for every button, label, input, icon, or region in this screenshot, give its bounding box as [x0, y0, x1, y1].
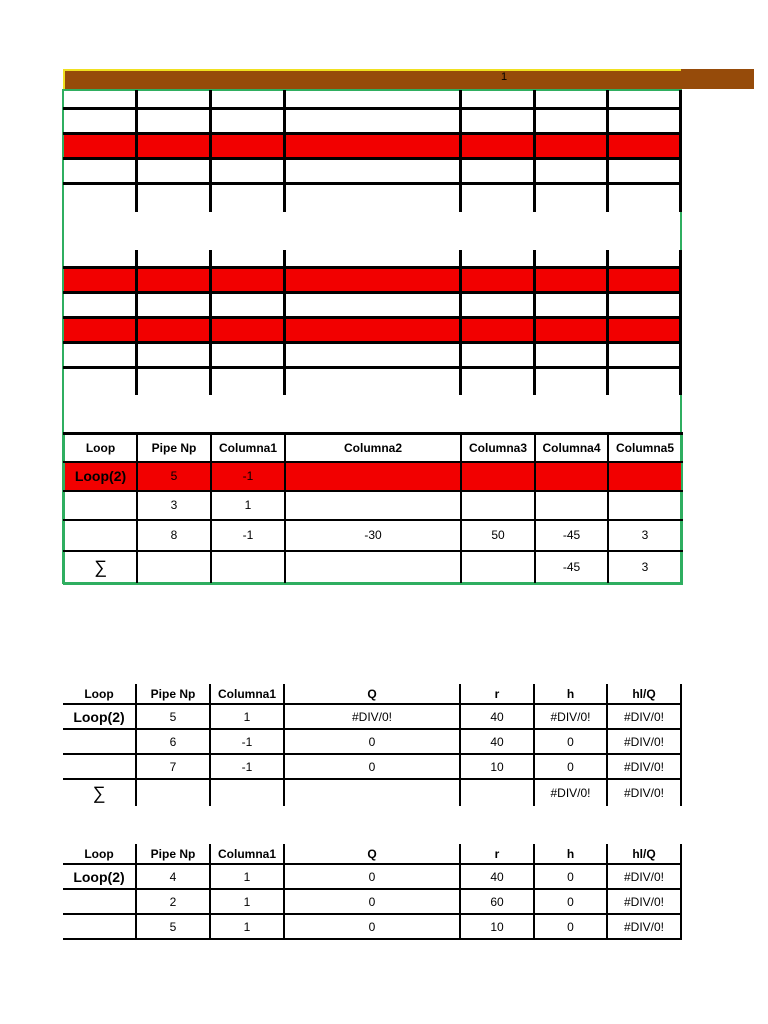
table-row [64, 551, 682, 584]
table-cell: 60 [460, 889, 534, 914]
table-cell [63, 914, 136, 939]
table-cell: Loop(2) [63, 704, 136, 729]
header-bar-label: 1 [500, 71, 508, 83]
grid-line-h [63, 291, 682, 294]
table-cell: 10 [460, 754, 534, 779]
table-cell [285, 491, 461, 520]
table-cell [460, 779, 534, 806]
grid-line-h [63, 107, 682, 110]
table-cell: 3 [608, 520, 682, 551]
table-cell: #DIV/0! [607, 729, 681, 754]
table-cell: #DIV/0! [607, 864, 681, 889]
table-cell: 5 [137, 462, 211, 491]
table-cell: -45 [535, 551, 608, 584]
column-header: Pipe Np [136, 844, 210, 864]
table-cell: 0 [534, 889, 607, 914]
header-bar-top-border [63, 69, 681, 71]
table-cell: 50 [461, 520, 535, 551]
grid-line-v [209, 250, 212, 395]
table-cell: 1 [210, 889, 284, 914]
table-cell [63, 729, 136, 754]
table-cell: -30 [285, 520, 461, 551]
table-row [63, 704, 681, 729]
table-cell [210, 779, 284, 806]
table-cell [608, 491, 682, 520]
header-bar-left-border [63, 69, 65, 89]
column-header: Loop [63, 844, 136, 864]
table-row [64, 520, 682, 551]
table-cell: #DIV/0! [607, 889, 681, 914]
grid-line-v [459, 90, 462, 212]
table-cell: 7 [136, 754, 210, 779]
table-cell: 10 [460, 914, 534, 939]
table-cell [461, 491, 535, 520]
column-header: hl/Q [607, 844, 681, 864]
table-cell: 0 [534, 729, 607, 754]
table-cell [63, 889, 136, 914]
grid-line-h [63, 182, 682, 185]
table-row [64, 491, 682, 520]
table-cell: #DIV/0! [534, 704, 607, 729]
column-header: h [534, 844, 607, 864]
grid-line-h [63, 341, 682, 344]
table-cell: 0 [284, 729, 460, 754]
grid-line-h [63, 366, 682, 369]
grid-line-h [63, 132, 682, 135]
table-header-row [64, 434, 682, 462]
column-header: Columna1 [210, 684, 284, 704]
table-cell: -1 [210, 729, 284, 754]
table-row [63, 779, 681, 806]
column-header: Columna5 [608, 434, 682, 462]
header-bar [63, 69, 754, 89]
column-header: hl/Q [607, 684, 681, 704]
table-header-row [63, 684, 681, 704]
table-cell: 0 [284, 864, 460, 889]
table-cell: 3 [137, 491, 211, 520]
table-cell [285, 551, 461, 584]
table-cell: 3 [608, 551, 682, 584]
highlight-row [64, 267, 680, 292]
table-cell: #DIV/0! [534, 779, 607, 806]
table-cell: Loop(2) [63, 864, 136, 889]
table-cell: 2 [136, 889, 210, 914]
table-cell: 1 [211, 491, 285, 520]
grid-line-v [606, 90, 609, 212]
column-header: Pipe Np [137, 434, 211, 462]
highlight-row [64, 133, 680, 158]
table-cell [63, 754, 136, 779]
column-header: r [460, 844, 534, 864]
column-header: Columna3 [461, 434, 535, 462]
column-header: h [534, 684, 607, 704]
grid-line-v [606, 250, 609, 395]
table-cell: 0 [534, 864, 607, 889]
table-row [63, 754, 681, 779]
table-cell: 0 [534, 914, 607, 939]
table-cell: -1 [211, 462, 285, 491]
column-header: Columna4 [535, 434, 608, 462]
table-cell: 1 [210, 914, 284, 939]
grid-line-v [533, 90, 536, 212]
table-cell [608, 462, 682, 491]
table-cell [535, 462, 608, 491]
grid-line-v [283, 250, 286, 395]
grid-line-v [209, 90, 212, 212]
column-header: Q [284, 684, 460, 704]
table [63, 684, 682, 806]
table-cell: 40 [460, 864, 534, 889]
grid-line-v [283, 90, 286, 212]
table-cell: #DIV/0! [607, 914, 681, 939]
table-cell: #DIV/0! [607, 779, 681, 806]
table-row [63, 729, 681, 754]
column-header: Q [284, 844, 460, 864]
grid-line-v [679, 90, 682, 212]
grid-line-v [533, 250, 536, 395]
grid-line-v [135, 250, 138, 395]
table-cell: Loop(2) [64, 462, 137, 491]
table-cell [136, 779, 210, 806]
table-cell: 1 [210, 704, 284, 729]
table-cell: -1 [210, 754, 284, 779]
table-row [64, 462, 682, 491]
table-cell [285, 462, 461, 491]
table-cell: ∑ [63, 779, 136, 806]
table-cell [535, 491, 608, 520]
table-cell: 4 [136, 864, 210, 889]
table-cell [64, 520, 137, 551]
table-cell: -45 [535, 520, 608, 551]
table-row [63, 889, 681, 914]
table-cell: 40 [460, 729, 534, 754]
grid-line-h [63, 157, 682, 160]
grid-line-h [63, 266, 682, 269]
table-cell: 5 [136, 914, 210, 939]
table-cell [284, 779, 460, 806]
table [63, 844, 682, 940]
column-header: r [460, 684, 534, 704]
table-cell [461, 462, 535, 491]
table-cell: 1 [210, 864, 284, 889]
table-cell [211, 551, 285, 584]
column-header: Columna1 [210, 844, 284, 864]
table-cell: 0 [284, 754, 460, 779]
table-cell: 40 [460, 704, 534, 729]
table-row [63, 864, 681, 889]
table-cell: -1 [211, 520, 285, 551]
table-cell: 0 [284, 914, 460, 939]
column-header: Loop [63, 684, 136, 704]
highlight-row [64, 317, 680, 342]
frame-top [62, 89, 682, 91]
table-cell: #DIV/0! [607, 704, 681, 729]
table-cell: 8 [137, 520, 211, 551]
column-header: Loop [64, 434, 137, 462]
table-cell [137, 551, 211, 584]
table-cell: 6 [136, 729, 210, 754]
grid-line-h [63, 316, 682, 319]
grid-line-v [459, 250, 462, 395]
grid-line-v [135, 90, 138, 212]
column-header: Columna2 [285, 434, 461, 462]
table [63, 432, 683, 585]
table-row [63, 914, 681, 939]
table-header-row [63, 844, 681, 864]
column-header: Pipe Np [136, 684, 210, 704]
column-header: Columna1 [211, 434, 285, 462]
grid-line-v [679, 250, 682, 395]
table-cell: 0 [534, 754, 607, 779]
table-cell: #DIV/0! [607, 754, 681, 779]
table-cell: 0 [284, 889, 460, 914]
table-cell [461, 551, 535, 584]
table-cell [64, 491, 137, 520]
table-cell: 5 [136, 704, 210, 729]
table-cell: #DIV/0! [284, 704, 460, 729]
table-cell: ∑ [64, 551, 137, 584]
